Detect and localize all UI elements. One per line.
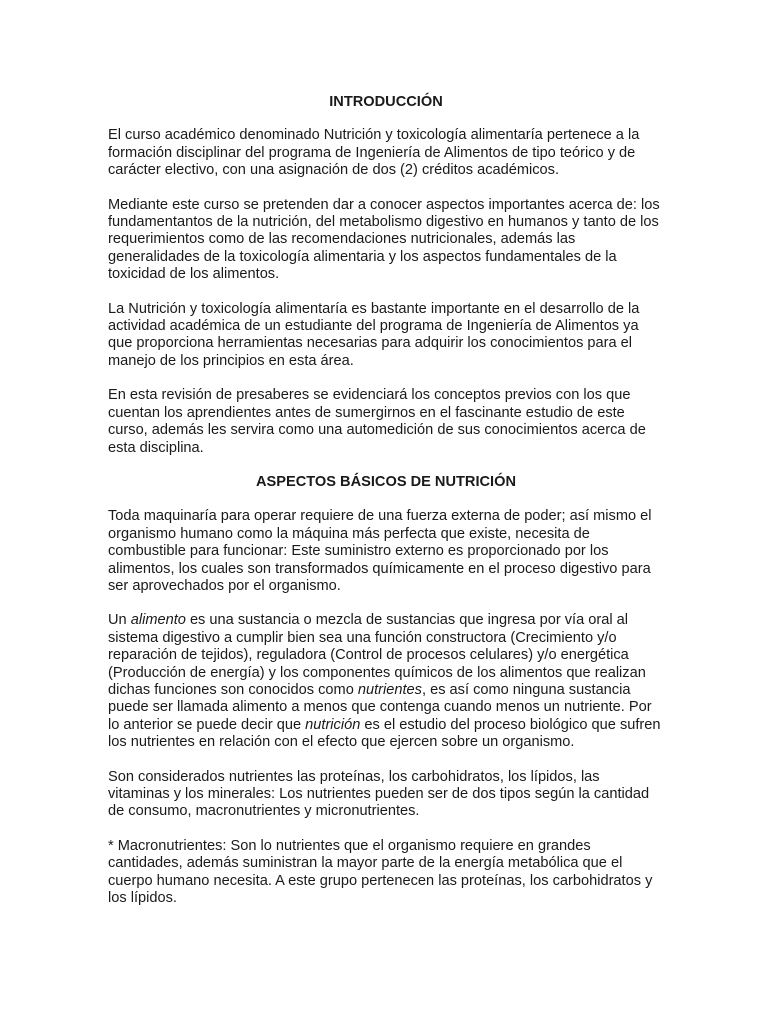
heading-introduccion: INTRODUCCIÓN	[329, 94, 443, 110]
document-body	[108, 94, 664, 907]
basics-paragraph-3: Son considerados nutrientes las proteínas, los carbohidratos, los lípidos, las vitaminas y los minerales: Los nutrientes pueden ser de dos tipos según la cantidad de consumo, macronutrientes y micronutrientes.	[108, 768, 650, 820]
term-nutricion: nutrición	[305, 716, 361, 733]
text-run: , es así como ninguna sustancia puede ser llamada alimento a menos que contenga cuando menos un nutriente. Por lo anterior se puede decir que	[108, 681, 652, 733]
term-alimento: alimento	[130, 612, 186, 629]
heading-aspectos-basicos: ASPECTOS BÁSICOS DE NUTRICIÓN	[255, 473, 516, 490]
term-nutrientes: nutrientes	[357, 681, 422, 698]
intro-paragraph-1: El curso académico denominado Nutrición y toxicología alimentaría pertenece a la formación disciplinar del programa de Ingeniería de Alimentos de tipo teórico y de carácter electivo, con una asignación de dos (2) créditos académicos.	[108, 127, 640, 179]
basics-paragraph-4: * Macronutrientes: Son lo nutrientes que el organismo requiere en grandes cantidades, además suministran la mayor parte de la energía metabólica que el cuerpo humano necesita. A este grupo pertenecen las proteínas, los carbohidratos y los lípidos.	[108, 837, 653, 907]
basics-paragraph-2	[108, 612, 664, 751]
basics-paragraph-1: Toda maquinaría para operar requiere de una fuerza externa de poder; así mismo el organismo humano como la máquina más perfecta que existe, necesita de combustible para funcionar: Este suministro externo es proporcionado por los alimentos, los cuales son transformados químicamente en el proceso digestivo para ser aprovechados por el organismo.	[108, 508, 652, 594]
intro-paragraph-4: En esta revisión de presaberes se evidenciará los conceptos previos con los que cuentan los aprendientes antes de sumergirnos en el fascinante estudio de este curso, además les servira como una automedición de sus conocimientos acerca de esta disciplina.	[108, 387, 646, 456]
text-run: Un	[108, 612, 131, 629]
intro-paragraph-2: Mediante este curso se pretenden dar a conocer aspectos importantes acerca de: los fundamentantos de la nutrición, del metabolismo digestivo en humanos y tanto de los requerimientos como de las recomendaciones nutricionales, además las generalidades de la toxicología alimentaria y los aspectos fundamentales de la toxicidad de los alimentos.	[108, 196, 660, 283]
text-run: es el estudio del proceso biológico que sufren los nutrientes en relación con el efecto que ejercen sobre un organismo.	[108, 716, 661, 751]
text-run: es una sustancia o mezcla de sustancias que ingresa por vía oral al sistema digestivo a cumplir bien sea una función constructora (Crecimiento y/o reparación de tejidos), reguladora (Control de procesos celulares) y/o energética (Producción de energía) y los componentes químicos de los alimentos que realizan dichas funciones son conocidos como	[108, 612, 646, 698]
intro-paragraph-3: La Nutrición y toxicología alimentaría es bastante importante en el desarrollo de la actividad académica de un estudiante del programa de Ingeniería de Alimentos ya que proporciona herramientas necesarias para adquirir los conocimientos para el manejo de los principios en esta área.	[108, 300, 640, 369]
